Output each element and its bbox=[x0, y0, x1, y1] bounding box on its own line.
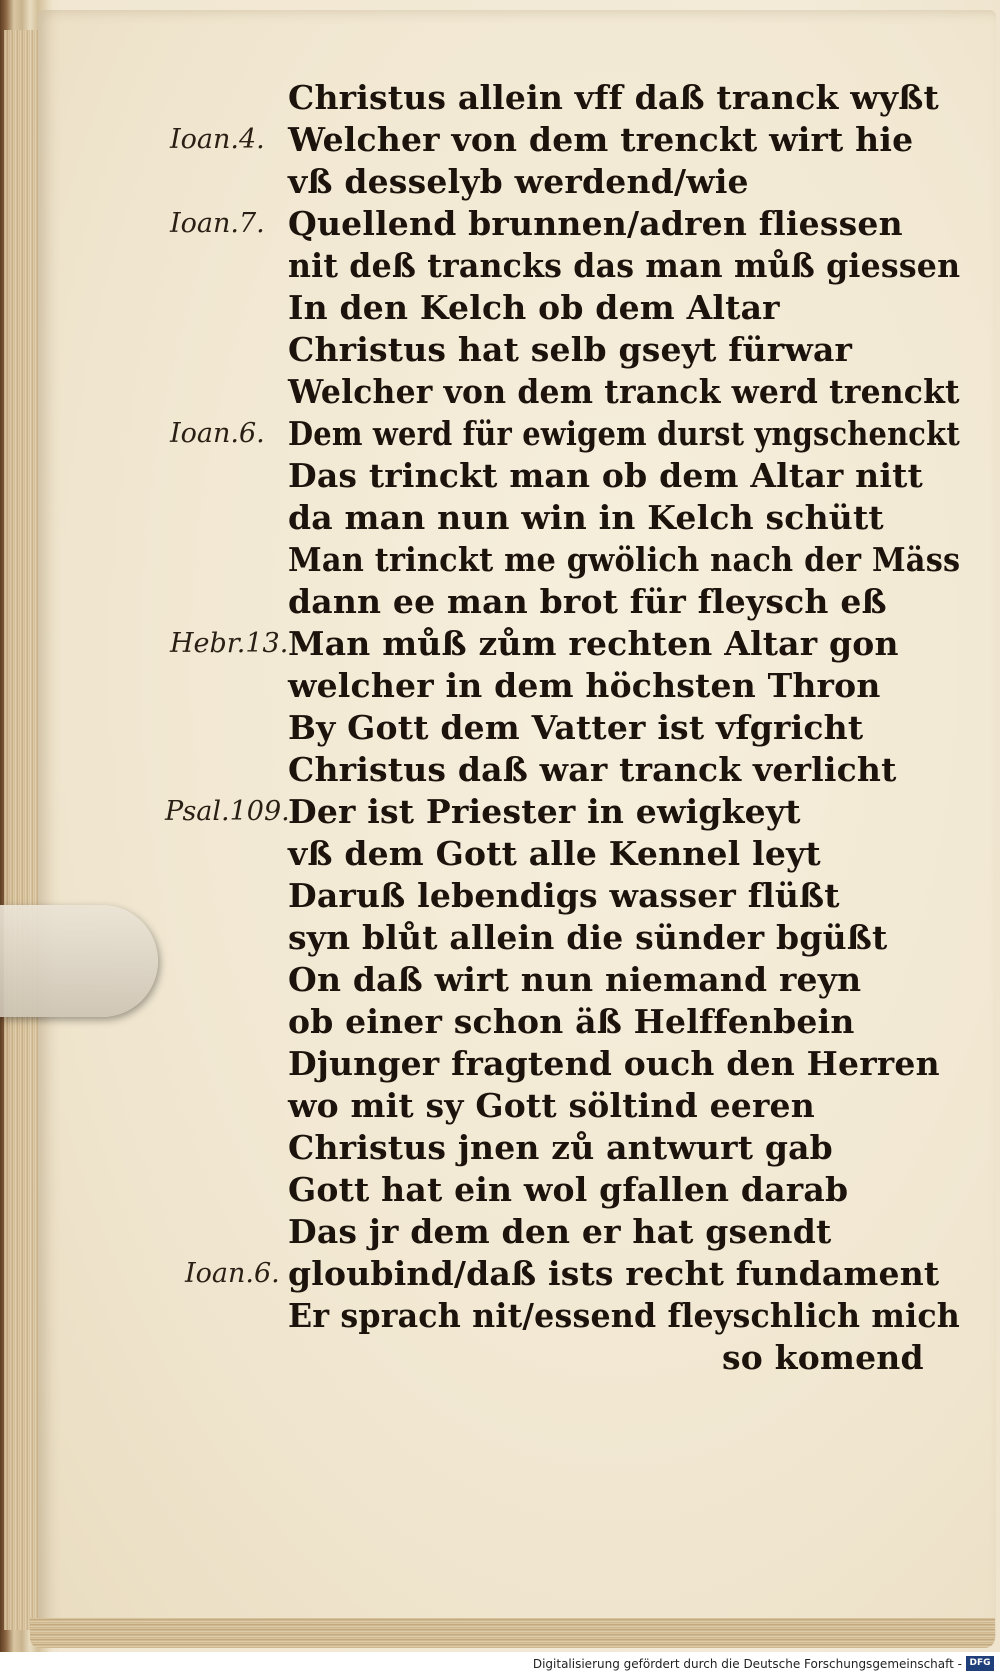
text-line: gloubind/daß ists recht fundament bbox=[288, 1254, 940, 1293]
text-line: syn blůt allein die sünder bgüßt bbox=[288, 918, 888, 957]
text-line: Christus daß war tranck verlicht bbox=[288, 750, 897, 789]
text-line: Christus hat selb gseyt fürwar bbox=[288, 330, 853, 369]
text-line: Daruß lebendigs wasser flüßt bbox=[288, 876, 840, 915]
text-line: Dem werd für ewigem durst yngschenckt bbox=[288, 414, 960, 453]
text-line: wo mit sy Gott söltind eeren bbox=[288, 1086, 815, 1125]
text-line: Er sprach nit/essend fleyschlich mich bbox=[288, 1296, 960, 1335]
text-line: Der ist Priester in ewigkeyt bbox=[288, 792, 801, 831]
text-line: Man trinckt me gwölich nach der Mäss bbox=[288, 540, 961, 579]
text-line: vß desselyb werdend/wie bbox=[288, 162, 749, 201]
marginal-note: Ioan.6. bbox=[185, 1258, 280, 1289]
text-line: Das jr dem den er hat gsendt bbox=[288, 1212, 832, 1251]
footer-credit: Digitalisierung gefördert durch die Deutsche Forschungsgemeinschaft - bbox=[532, 1657, 962, 1671]
text-line: Gott hat ein wol gfallen darab bbox=[288, 1170, 849, 1209]
footer-bar bbox=[0, 1652, 1000, 1677]
text-line: Man můß zům rechten Altar gon bbox=[288, 624, 899, 663]
text-line: dann ee man brot für fleysch eß bbox=[288, 582, 887, 621]
marginal-note: Ioan.6. bbox=[170, 418, 265, 449]
text-line: Christus allein vff daß tranck wyßt bbox=[288, 78, 939, 117]
text-line: Das trinckt man ob dem Altar nitt bbox=[288, 456, 924, 495]
text-line: nit deß trancks das man můß giessen bbox=[288, 246, 961, 285]
text-line: da man nun win in Kelch schütt bbox=[288, 498, 884, 537]
text-line: Quellend brunnen/adren fliessen bbox=[288, 204, 903, 243]
text-line: vß dem Gott alle Kennel leyt bbox=[288, 834, 821, 873]
marginal-note: Ioan.4. bbox=[170, 124, 265, 155]
marginal-note: Hebr.13. bbox=[170, 628, 289, 659]
text-line: On daß wirt nun niemand reyn bbox=[288, 960, 862, 999]
marginal-note: Psal.109. bbox=[165, 796, 290, 827]
text-line: In den Kelch ob dem Altar bbox=[288, 288, 780, 327]
text-line: ob einer schon äß Helffenbein bbox=[288, 1002, 855, 1041]
text-line: welcher in dem höchsten Thron bbox=[288, 666, 881, 705]
dfg-logo: DFG bbox=[966, 1656, 994, 1671]
text-line: By Gott dem Vatter ist vfgricht bbox=[288, 708, 864, 747]
text-line: Welcher von dem tranck werd trenckt bbox=[288, 372, 960, 411]
marginal-note: Ioan.7. bbox=[170, 208, 265, 239]
text-line: Christus jnen zů antwurt gab bbox=[288, 1128, 833, 1167]
text-line: Djunger fragtend ouch den Herren bbox=[288, 1044, 940, 1083]
page-clip bbox=[0, 905, 158, 1017]
text-line-catchword: so komend bbox=[722, 1338, 924, 1377]
text-line: Welcher von dem trenckt wirt hie bbox=[288, 120, 914, 159]
